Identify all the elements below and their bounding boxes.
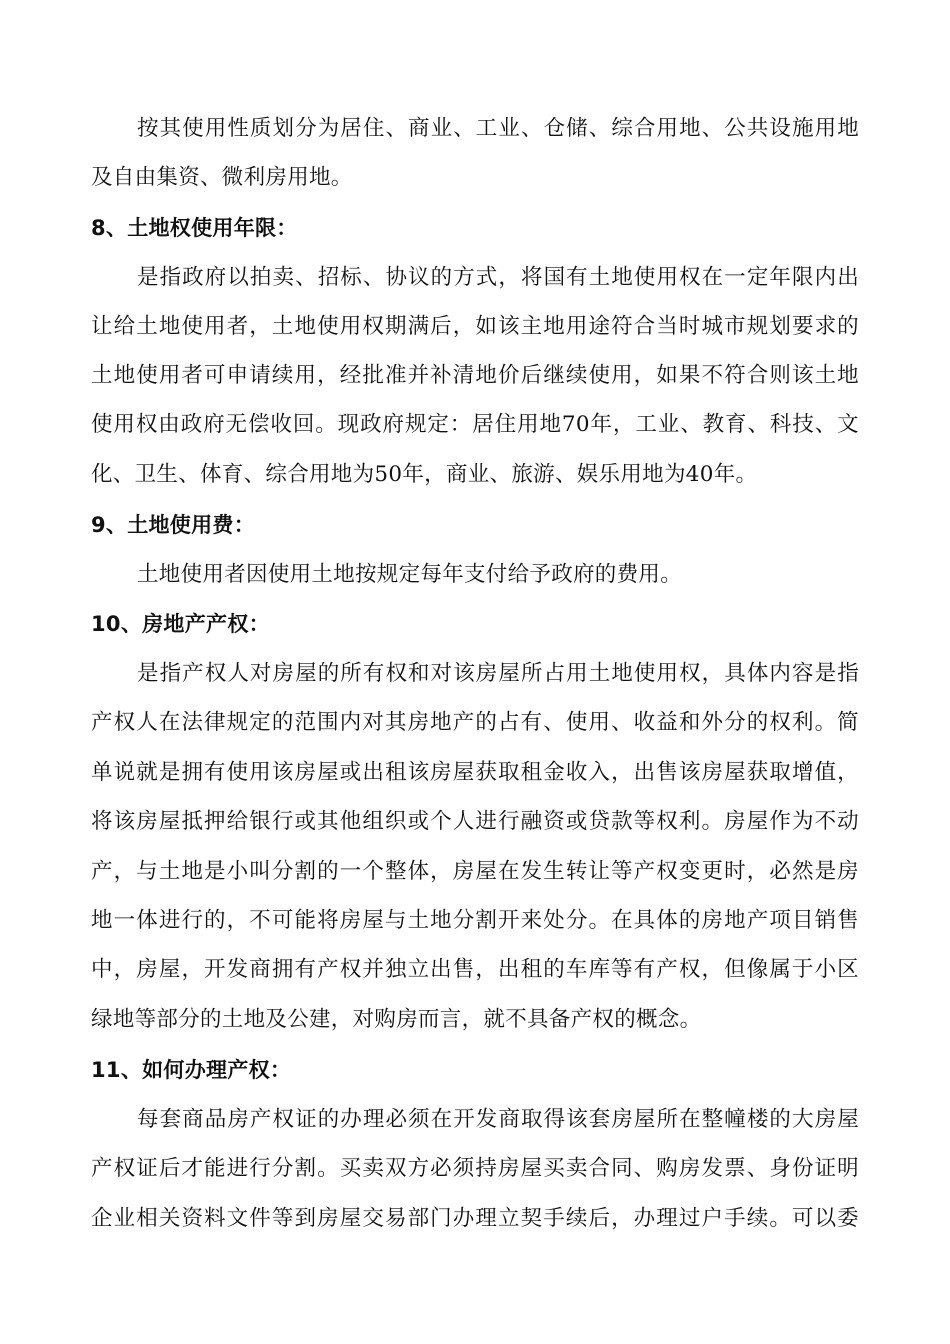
paragraph-line: 绿地等部分的土地及公建，对购房而言，就不具备产权的概念。 xyxy=(91,1007,702,1032)
paragraph-line: 土地使用者可申请续用，经批准并补清地价后继续使用，如果不符合则该土地 xyxy=(91,363,859,388)
paragraph-line: 是指政府以拍卖、招标、协议的方式，将国有土地使用权在一定年限内出 xyxy=(137,265,859,290)
section-heading-8: 8、土地权使用年限： xyxy=(91,216,298,240)
paragraph-line: 单说就是拥有使用该房屋或出租该房屋获取租金收入，出售该房屋获取增值， xyxy=(91,760,859,785)
paragraph-line: 按其使用性质划分为居住、商业、工业、仓储、综合用地、公共设施用地 xyxy=(137,116,859,141)
paragraph-line: 企业相关资料文件等到房屋交易部门办理立契手续后，办理过户手续。可以委 xyxy=(91,1206,859,1231)
paragraph-line: 中，房屋，开发商拥有产权并独立出售，出租的车库等有产权，但像属于小区 xyxy=(91,957,859,982)
paragraph-line: 是指产权人对房屋的所有权和对该房屋所占用土地使用权，具体内容是指 xyxy=(137,661,859,686)
section-heading-9: 9、土地使用费： xyxy=(91,513,256,537)
paragraph-line: 让给土地使用者，土地使用权期满后，如该主地用途符合当时城市规划要求的 xyxy=(91,314,859,339)
paragraph-line: 土地使用者因使用土地按规定每年支付给予政府的费用。 xyxy=(137,562,683,587)
paragraph-line: 地一体进行的，不可能将房屋与土地分割开来处分。在具体的房地产项目销售 xyxy=(91,908,859,933)
section-heading-11: 11、如何办理产权： xyxy=(91,1058,292,1082)
paragraph-line: 将该房屋抵押给银行或其他组织或个人进行融资或贷款等权利。房屋作为不动 xyxy=(91,809,859,834)
paragraph-line: 每套商品房产权证的办理必须在开发商取得该套房屋所在整幢楼的大房屋 xyxy=(137,1107,859,1132)
paragraph-line: 产权人在法律规定的范围内对其房地产的占有、使用、收益和外分的权利。简 xyxy=(91,710,859,735)
section-heading-10: 10、房地产产权： xyxy=(91,612,270,636)
paragraph-line: 化、卫生、体育、综合用地为50年，商业、旅游、娱乐用地为40年。 xyxy=(91,462,758,487)
paragraph-line: 及自由集资、微利房用地。 xyxy=(91,165,353,190)
paragraph-line: 产权证后才能进行分割。买卖双方必须持房屋买卖合同、购房发票、身份证明 xyxy=(91,1156,859,1181)
paragraph-line: 使用权由政府无偿收回。现政府规定：居住用地70年，工业、教育、科技、文 xyxy=(91,412,859,437)
paragraph-line: 产，与土地是小叫分割的一个整体，房屋在发生转让等产权变更时，必然是房 xyxy=(91,859,859,884)
